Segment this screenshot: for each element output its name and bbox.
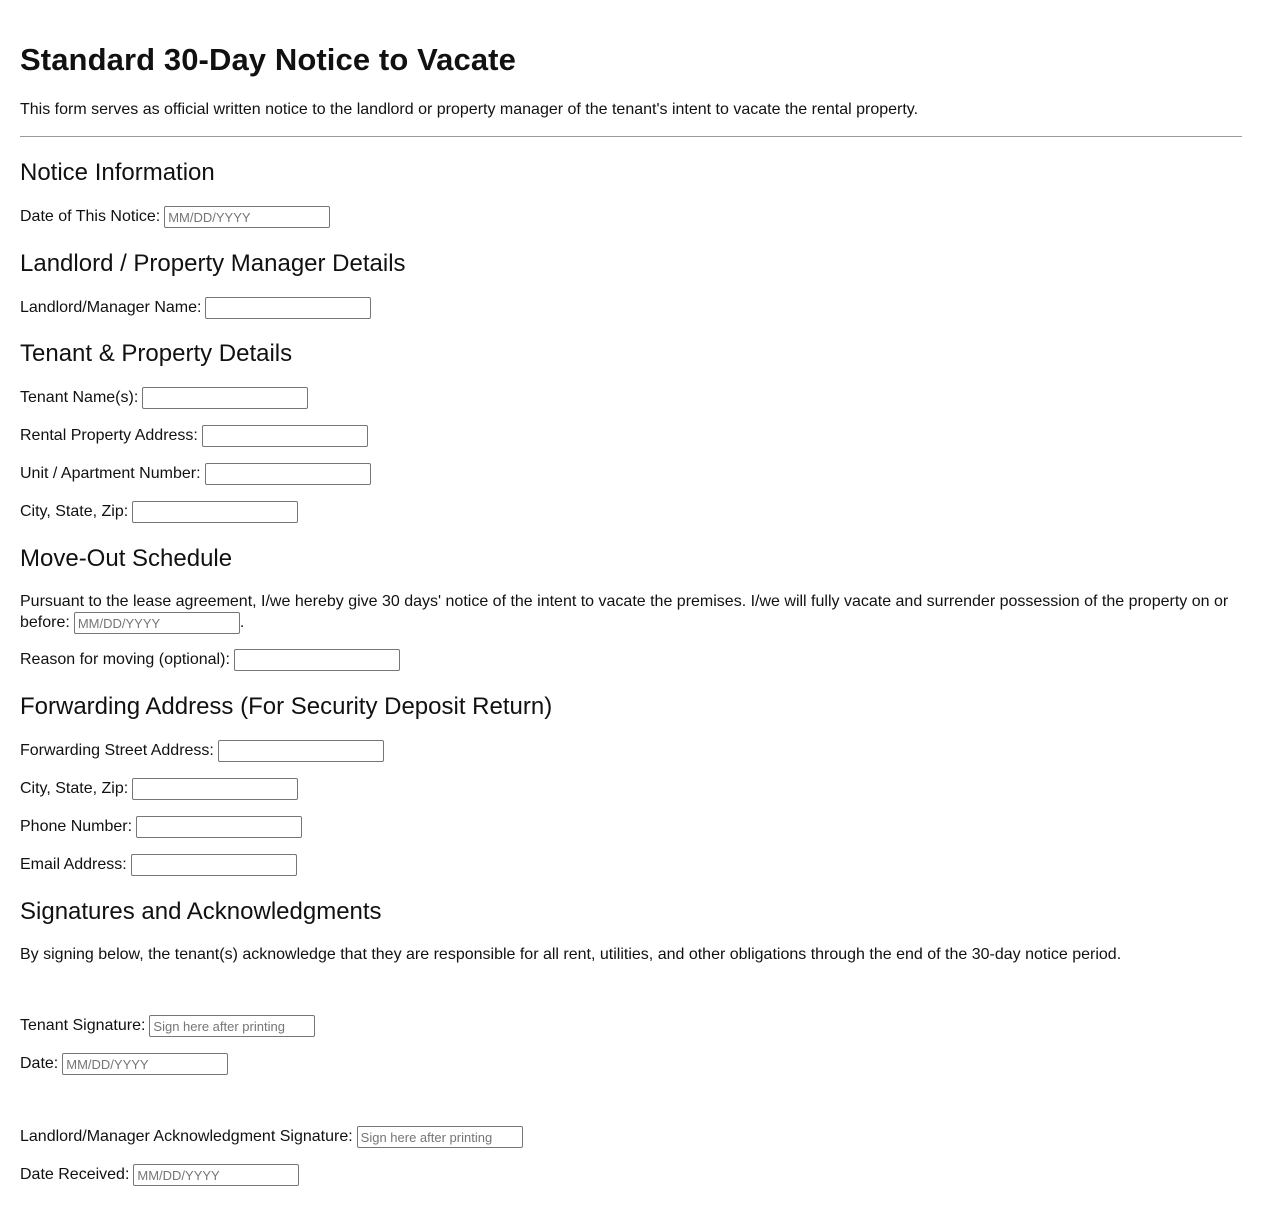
property-city-input[interactable]: [132, 501, 298, 523]
move-out-statement: [20, 592, 1242, 634]
email-input[interactable]: [131, 854, 297, 876]
phone-input[interactable]: [136, 816, 302, 838]
forwarding-street-input[interactable]: [218, 740, 384, 762]
tenant-names-field: [20, 387, 308, 409]
unit-number-input[interactable]: [205, 463, 371, 485]
forwarding-city-field: [20, 778, 298, 800]
section-heading-landlord: Landlord / Property Manager Details: [20, 250, 406, 277]
tenant-date-label: Date:: [20, 1055, 59, 1072]
unit-number-field: [20, 463, 371, 485]
rental-address-field: [20, 425, 368, 447]
date-received-label: Date Received:: [20, 1166, 130, 1183]
section-heading-move-out: Move-Out Schedule: [20, 545, 233, 572]
landlord-name-input[interactable]: [205, 297, 371, 319]
landlord-signature-label: Landlord/Manager Acknowledgment Signature:: [20, 1128, 353, 1145]
section-heading-signatures: Signatures and Acknowledgments: [20, 898, 382, 925]
page-title: Standard 30-Day Notice to Vacate: [20, 42, 516, 77]
tenant-date-field: [20, 1053, 228, 1075]
unit-number-label: Unit / Apartment Number:: [20, 465, 201, 482]
rental-address-input[interactable]: [202, 425, 368, 447]
signature-statement: By signing below, the tenant(s) acknowledge that they are responsible for all rent, utilities, and other obligations through the end of the 30-day notice period.: [20, 946, 1122, 963]
tenant-names-label: Tenant Name(s):: [20, 389, 139, 406]
property-city-label: City, State, Zip:: [20, 503, 129, 520]
date-received-field: [20, 1164, 299, 1186]
property-city-field: [20, 501, 298, 523]
section-heading-tenant-property: Tenant & Property Details: [20, 340, 293, 367]
forwarding-street-label: Forwarding Street Address:: [20, 742, 214, 759]
email-label: Email Address:: [20, 856, 127, 873]
date-received-input[interactable]: [133, 1164, 299, 1186]
landlord-signature-input[interactable]: [357, 1126, 523, 1148]
phone-field: [20, 816, 302, 838]
tenant-signature-label: Tenant Signature:: [20, 1017, 146, 1034]
landlord-name-label: Landlord/Manager Name:: [20, 299, 202, 316]
forwarding-street-field: [20, 740, 384, 762]
tenant-names-input[interactable]: [142, 387, 308, 409]
tenant-signature-input[interactable]: [149, 1015, 315, 1037]
section-heading-notice-information: Notice Information: [20, 159, 215, 186]
tenant-date-input[interactable]: [62, 1053, 228, 1075]
landlord-signature-field: [20, 1126, 523, 1148]
intro-text: This form serves as official written notice to the landlord or property manager of the tenant's intent to vacate the rental property.: [20, 101, 919, 118]
reason-label: Reason for moving (optional):: [20, 651, 230, 668]
move-out-statement-text: Pursuant to the lease agreement, I/we hereby give 30 days' notice of the intent to vacate the premises. I/we will fully vacate and surrender possession of the property on or before:: [20, 593, 1229, 632]
email-field: [20, 854, 297, 876]
move-out-statement-end: .: [239, 614, 245, 632]
vacate-date-input[interactable]: [74, 612, 240, 634]
section-heading-forwarding: Forwarding Address (For Security Deposit Return): [20, 693, 553, 720]
reason-field: [20, 649, 400, 671]
notice-date-field: [20, 206, 330, 228]
rental-address-label: Rental Property Address:: [20, 427, 198, 444]
reason-input[interactable]: [234, 649, 400, 671]
forwarding-city-label: City, State, Zip:: [20, 780, 129, 797]
forwarding-city-input[interactable]: [132, 778, 298, 800]
notice-date-label: Date of This Notice:: [20, 208, 161, 225]
landlord-name-field: [20, 297, 371, 319]
tenant-signature-field: [20, 1015, 315, 1037]
notice-date-input[interactable]: [164, 206, 330, 228]
divider: [20, 136, 1242, 137]
phone-label: Phone Number:: [20, 818, 133, 835]
